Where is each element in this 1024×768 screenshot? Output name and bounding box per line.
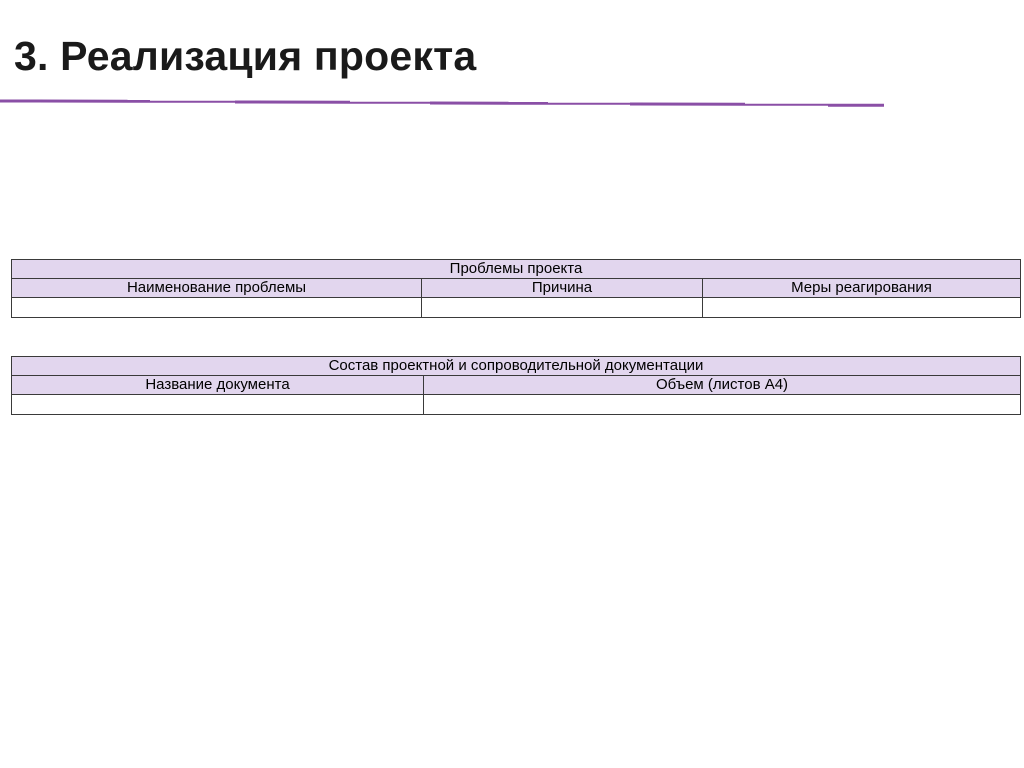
table-row <box>12 395 1021 415</box>
project-problems-table <box>11 259 1021 318</box>
title-underline <box>0 98 886 108</box>
column-header-document-name: Название документа <box>12 376 424 395</box>
table-cell-document-name[interactable] <box>12 395 424 415</box>
table-header-row <box>12 279 1021 298</box>
table-cell-cause[interactable] <box>422 298 703 318</box>
table-caption-row <box>12 260 1021 279</box>
table-header-row <box>12 376 1021 395</box>
table-cell-problem-name[interactable] <box>12 298 422 318</box>
column-header-response-measures: Меры реагирования <box>703 279 1021 298</box>
column-header-volume-a4: Объем (листов А4) <box>424 376 1021 395</box>
project-documentation-table <box>11 356 1021 415</box>
slide-title: 3. Реализация проекта <box>14 33 477 79</box>
table-row <box>12 298 1021 318</box>
column-header-cause: Причина <box>422 279 703 298</box>
column-header-problem-name: Наименование проблемы <box>12 279 422 298</box>
problems-table-caption: Проблемы проекта <box>12 260 1021 279</box>
table-caption-row <box>12 357 1021 376</box>
table-cell-volume-a4[interactable] <box>424 395 1021 415</box>
table-cell-response-measures[interactable] <box>703 298 1021 318</box>
documentation-table-caption: Состав проектной и сопроводительной документации <box>12 357 1021 376</box>
